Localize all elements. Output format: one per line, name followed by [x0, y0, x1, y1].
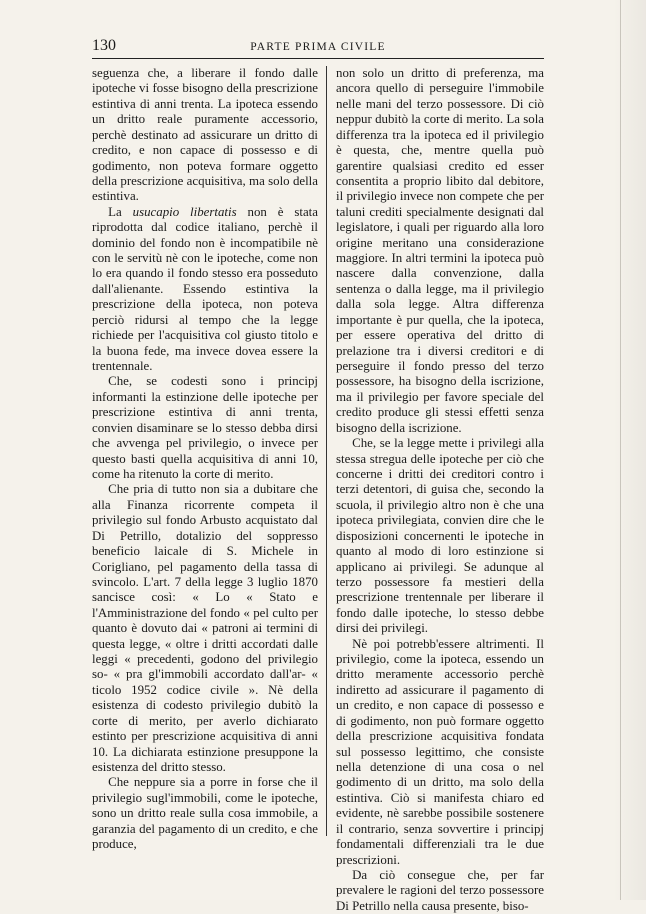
- paragraph: [92, 205, 318, 375]
- left-column: [92, 66, 318, 853]
- paragraph: Nè poi potrebb'essere altrimenti. Il privilegio, come la ipoteca, essendo un dritto meramente accessorio perchè indiretto ad assicurare il pagamento di un credito, e non capace di possesso e di godimento, non può formare oggetto della prescrizione acquisitiva fondata sul possesso legittimo, che consiste nella detenzione di una cosa o nel godimento di un dritto, ma solo della estintiva. Ciò si manifesta chiaro ed evidente, nè sarebbe possibile sostenere il contrario, senza sovvertire i principj fondamentali differenziali tra le due prescrizioni.: [336, 636, 544, 867]
- latin-phrase: usucapio libertatis: [132, 204, 237, 219]
- column-divider: [326, 66, 327, 836]
- paragraph: Che neppure sia a porre in forse che il privilegio sugl'immobili, come le ipoteche, sono un dritto reale sulla cosa immobile, a garanzia del pagamento di un credito, e che produce,: [92, 775, 318, 852]
- paragraph-text: non è stata riprodotta dal codice italiano, perchè il dominio del fondo non è incompatibile nè con le servitù nè con le ipoteche, come non lo era quando il fondo stesso era posseduto dall'alienante. Essendo estintiva la prescrizione della ipoteca, non poteva perciò ridursi al tempo che la legge richiede per l'acquisitiva col giusto titolo e la buona fede, ma invece dovea essere la trentennale.: [92, 204, 318, 374]
- paragraph: Che, se la legge mette i privilegi alla stessa stregua delle ipoteche per ciò che concerne i dritti dei creditori contro i terzi detentori, di guisa che, secondo la scuola, il privilegio altro non è che una ipoteca privilegiata, convien dire che le disposizioni concernenti le ipoteche in quanto al modo di loro estinzione si applicano ai privilegi. Se adunque al terzo possessore fa mestieri della prescrizione trentennale per liberare il fondo dalle ipoteche, lo stesso debbe dirsi dei privilegi.: [336, 436, 544, 636]
- paragraph: seguenza che, a liberare il fondo dalle ipoteche vi fosse bisogno della prescrizione estintiva di anni trenta. La ipoteca essendo un dritto reale puramente accessorio, perchè destinato ad assicurare un dritto di credito, e non capace di possesso e di godimento, non poteva formare oggetto della prescrizione acquisitiva, ma solo della estintiva.: [92, 66, 318, 204]
- right-column: [336, 66, 544, 914]
- paragraph: Da ciò consegue che, per far prevalere le ragioni del terzo possessore Di Petrillo nella causa presente, biso-: [336, 867, 544, 913]
- page-header: [92, 36, 544, 59]
- paragraph: non solo un dritto di preferenza, ma ancora quello di perseguire l'immobile nelle mani del terzo possessore. Di ciò neppur dubitò la corte di merito. La sola differenza tra la ipoteca ed il privilegio è questa, che, mentre quella può garentire qualsiasi credito ed esser consentita a proprio libito dal debitore, il privilegio invece non compete che per taluni crediti specialmente designati dal legislatore, i quali per riguardo alla loro origine meritano una considerazione maggiore. In altri termini la ipoteca può nascere dalla convenzione, dalla sentenza o dalla legge, ma il privilegio dalla sola legge. Altra differenza importante è pur quella, che la ipoteca, per essere operativa del dritto di prelazione tra i diversi creditori e di perseguire il fondo presso del terzo possessore, ha bisogno della iscrizione, ma il privilegio per favore speciale del credito produce gli stessi effetti senza bisogno della iscrizione.: [336, 66, 544, 435]
- paragraph: Che, se codesti sono i principj informanti la estinzione delle ipoteche per prescrizione estintiva di anni trenta, convien disaminare se lo stesso debba dirsi che avvenga pel privilegio, o invece per questo basti quella acquisitiva di anni 10, come ha ritenuto la corte di merito.: [92, 374, 318, 481]
- page-number: 130: [92, 37, 116, 54]
- running-head: PARTE PRIMA CIVILE: [250, 41, 386, 53]
- paragraph: Che pria di tutto non sia a dubitare che alla Finanza ricorrente competa il privilegio sul fondo Arbusto acquistato dal Di Petrillo, dotalizio del soppresso beneficio laicale di S. Michele in Corigliano, pel pagamento della tassa di svincolo. L'art. 7 della legge 3 luglio 1870 sancisce così: « Lo « Stato e l'Amministrazione del fondo « pel culto per quanto è dovuto dai « patroni ai termini di questa legge, « oltre i dritti accordati dalle leggi « precedenti, godono del privilegio so- « pra gl'immobili accordato dall'ar- « ticolo 1952 codice civile ». Nè della esistenza di codesto privilegio dubitò la corte di merito, per averlo dichiarato estinto per prescrizione acquisitiva di anni 10. La dichiarata estinzione presuppone la esistenza del dritto stesso.: [92, 482, 318, 774]
- page-edge: [614, 0, 646, 900]
- latin-lead: La: [108, 204, 122, 219]
